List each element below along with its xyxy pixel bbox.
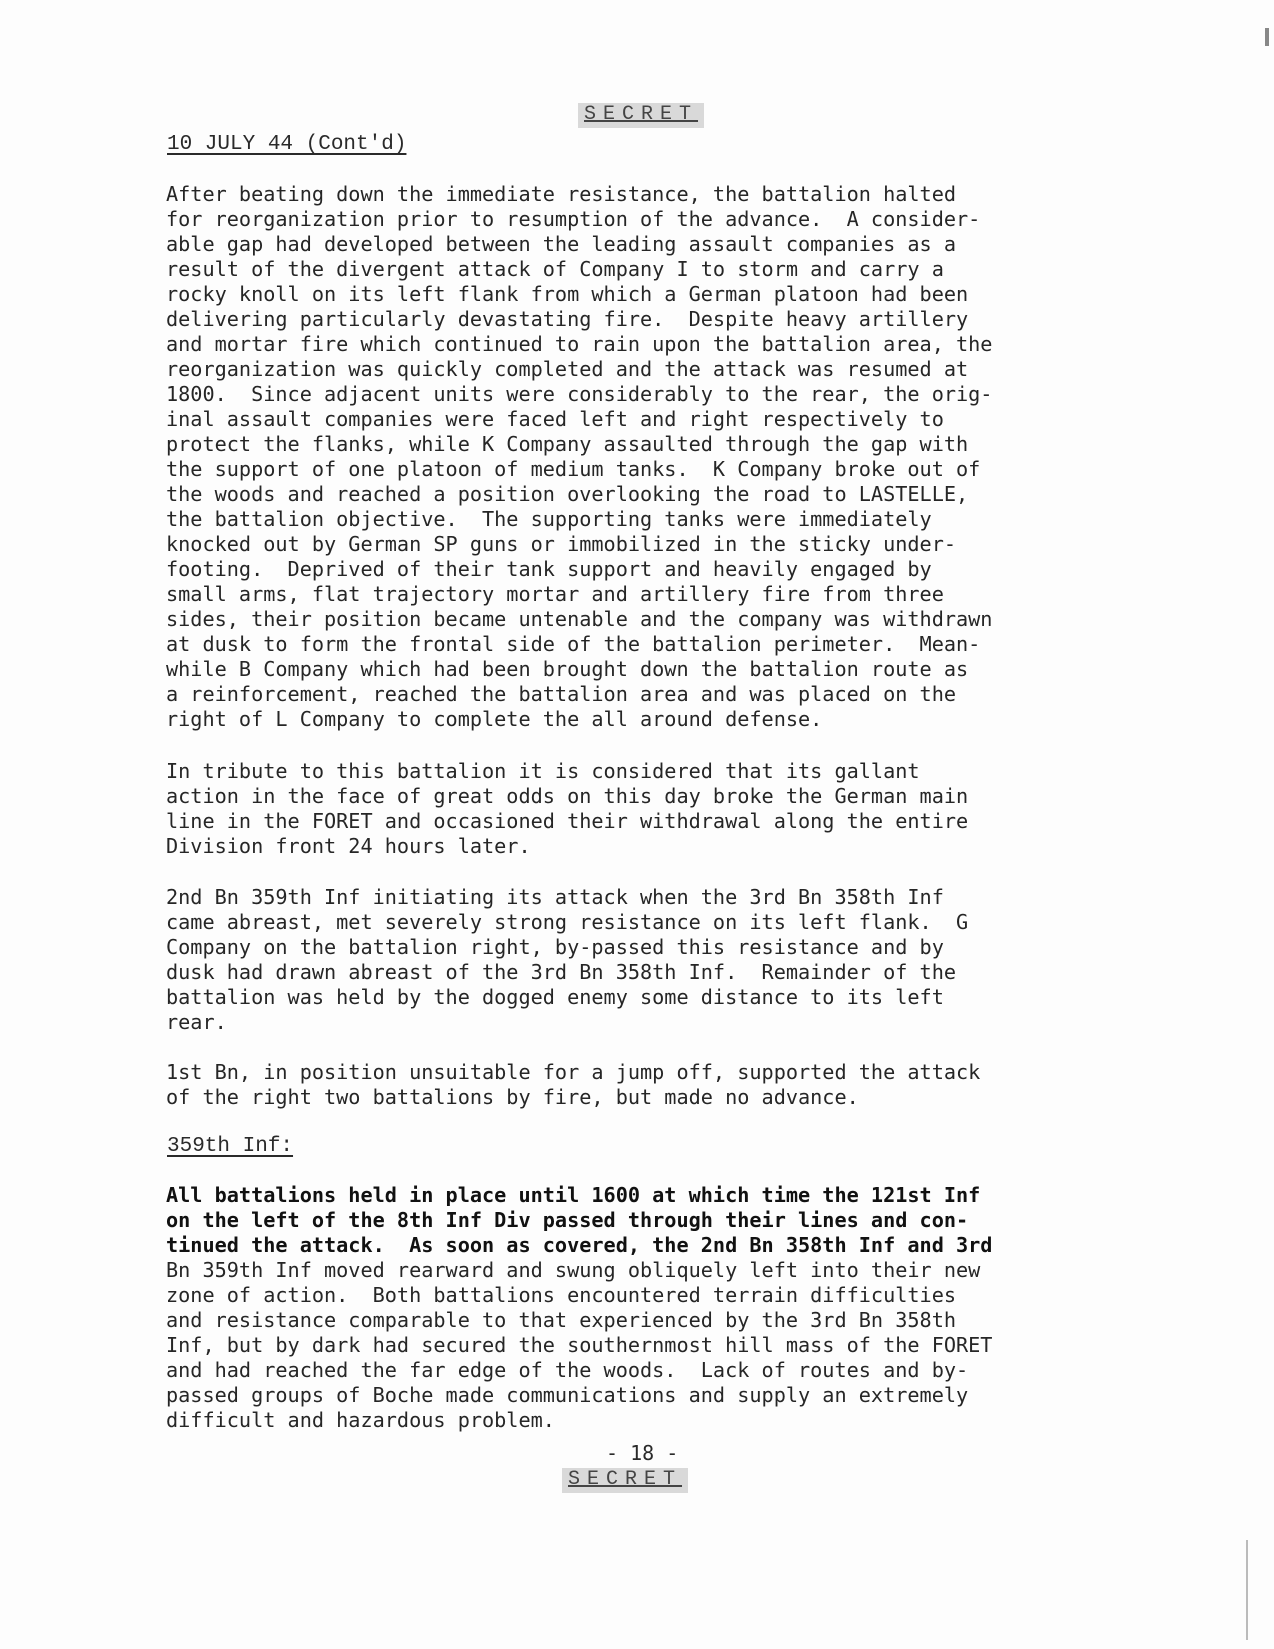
scan-edge-mark bbox=[1265, 28, 1269, 46]
section-heading: 359th Inf: bbox=[167, 1135, 294, 1158]
text-line: zone of action. Both battalions encountered terrain difficulties bbox=[166, 1283, 957, 1307]
text-line: inal assault companies were faced left and right respectively to bbox=[166, 407, 944, 431]
date-heading: 10 JULY 44 (Cont'd) bbox=[167, 133, 407, 156]
text-line: came abreast, met severely strong resistance on its left flank. G bbox=[166, 910, 969, 934]
text-line: Inf, but by dark had secured the southernmost hill mass of the FORET bbox=[166, 1333, 993, 1357]
text-line: the support of one platoon of medium tanks. K Company broke out of bbox=[166, 457, 981, 481]
text-line: protect the flanks, while K Company assaulted through the gap with bbox=[166, 432, 969, 456]
text-line: able gap had developed between the leading assault companies as a bbox=[166, 232, 957, 256]
page-number: - 18 - bbox=[606, 1441, 679, 1465]
text-line: Division front 24 hours later. bbox=[166, 834, 531, 858]
paragraph-5 bbox=[166, 1183, 992, 1433]
paragraph-4 bbox=[166, 1060, 980, 1110]
text-line: the battalion objective. The supporting tanks were immediately bbox=[166, 507, 932, 531]
paragraph-1 bbox=[166, 182, 992, 732]
text-line: and had reached the far edge of the woods. Lack of routes and by- bbox=[166, 1358, 969, 1382]
text-line: reorganization was quickly completed and the attack was resumed at bbox=[166, 357, 969, 381]
scan-edge-mark bbox=[1246, 1540, 1248, 1640]
text-line: After beating down the immediate resistance, the battalion halted bbox=[166, 182, 957, 206]
text-line: small arms, flat trajectory mortar and artillery fire from three bbox=[166, 582, 944, 606]
text-line: result of the divergent attack of Company I to storm and carry a bbox=[166, 257, 944, 281]
text-line: the woods and reached a position overlooking the road to LASTELLE, bbox=[166, 482, 969, 506]
text-line: at dusk to form the frontal side of the battalion perimeter. Mean- bbox=[166, 632, 981, 656]
text-line: difficult and hazardous problem. bbox=[166, 1408, 555, 1432]
text-line-bold: on the left of the 8th Inf Div passed through their lines and con- bbox=[166, 1208, 969, 1232]
text-line: 2nd Bn 359th Inf initiating its attack when the 3rd Bn 358th Inf bbox=[166, 885, 944, 909]
text-line: 1800. Since adjacent units were considerably to the rear, the orig- bbox=[166, 382, 993, 406]
text-line: rear. bbox=[166, 1010, 227, 1034]
paragraph-2 bbox=[166, 759, 968, 859]
text-line: a reinforcement, reached the battalion area and was placed on the bbox=[166, 682, 957, 706]
text-line: footing. Deprived of their tank support and heavily engaged by bbox=[166, 557, 932, 581]
text-line: line in the FORET and occasioned their withdrawal along the entire bbox=[166, 809, 969, 833]
text-line: passed groups of Boche made communications and supply an extremely bbox=[166, 1383, 969, 1407]
text-line: rocky knoll on its left flank from which a German platoon had been bbox=[166, 282, 969, 306]
text-line: knocked out by German SP guns or immobilized in the sticky under- bbox=[166, 532, 957, 556]
text-line-bold: tinued the attack. As soon as covered, the 2nd Bn 358th Inf and 3rd bbox=[166, 1233, 993, 1257]
text-line: Company on the battalion right, by-passed this resistance and by bbox=[166, 935, 944, 959]
secret-stamp-bottom: SECRET bbox=[562, 1468, 688, 1493]
text-line: Bn 359th Inf moved rearward and swung obliquely left into their new bbox=[166, 1258, 981, 1282]
text-line: sides, their position became untenable and the company was withdrawn bbox=[166, 607, 993, 631]
text-line: right of L Company to complete the all around defense. bbox=[166, 707, 823, 731]
text-line: action in the face of great odds on this day broke the German main bbox=[166, 784, 969, 808]
text-line: dusk had drawn abreast of the 3rd Bn 358th Inf. Remainder of the bbox=[166, 960, 957, 984]
text-line: and mortar fire which continued to rain upon the battalion area, the bbox=[166, 332, 993, 356]
text-line: battalion was held by the dogged enemy some distance to its left bbox=[166, 985, 944, 1009]
text-line: and resistance comparable to that experienced by the 3rd Bn 358th bbox=[166, 1308, 957, 1332]
paragraph-3 bbox=[166, 885, 968, 1035]
text-line: In tribute to this battalion it is considered that its gallant bbox=[166, 759, 920, 783]
secret-stamp-top: SECRET bbox=[578, 103, 704, 128]
text-line: 1st Bn, in position unsuitable for a jump off, supported the attack bbox=[166, 1060, 981, 1084]
text-line: while B Company which had been brought down the battalion route as bbox=[166, 657, 969, 681]
text-line-bold: All battalions held in place until 1600 at which time the 121st Inf bbox=[166, 1183, 981, 1207]
text-line: of the right two battalions by fire, but made no advance. bbox=[166, 1085, 859, 1109]
text-line: for reorganization prior to resumption of the advance. A consider- bbox=[166, 207, 981, 231]
text-line: delivering particularly devastating fire. Despite heavy artillery bbox=[166, 307, 969, 331]
